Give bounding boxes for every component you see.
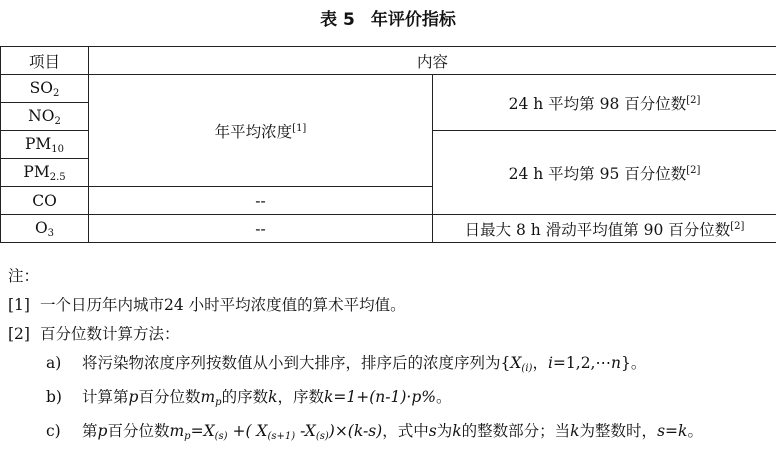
p98-cell: 24 h 平均第 98 百分位数[2] <box>433 75 776 131</box>
item-so2: $SO_2$ <box>1 75 89 103</box>
note-1: [1] 一个日历年内城市24 小时平均浓度值的算术平均值。 <box>8 291 774 320</box>
item-no2: $NO_2$ <box>1 103 89 131</box>
table-title <box>0 5 776 30</box>
o3-p90-cell: 日最大 8 h 滑动平均值第 90 百分位数[2] <box>433 215 776 243</box>
header-item: 项目 <box>1 47 89 75</box>
notes <box>8 262 774 451</box>
item-co: CO <box>1 187 89 215</box>
header-row <box>1 47 776 75</box>
note-2-b: b) 计算第p百分位数mp的序数k，序数k=1+(n-1)·p%。 <box>8 383 774 417</box>
item-pm10: $PM_{10}$ <box>1 131 89 159</box>
header-content: 内容 <box>89 47 776 75</box>
row-so2 <box>1 75 776 103</box>
p95-cell: 24 h 平均第 95 百分位数[2] <box>433 131 776 215</box>
item-pm25: $PM_{2.5}$ <box>1 159 89 187</box>
row-o3 <box>1 215 776 243</box>
item-o3: $O_3$ <box>1 215 89 243</box>
note-2-a: a) 将污染物浓度序列按数值从小到大排序，排序后的浓度序列为{X(i)，i=1,2,⋯n}。 <box>8 349 774 383</box>
table-number: 表 5 <box>320 10 355 30</box>
evaluation-table <box>0 46 776 243</box>
notes-heading: 注： <box>8 262 774 291</box>
co-annual-cell: -- <box>89 187 433 215</box>
table-title-text: 年评价指标 <box>371 10 456 30</box>
note-2-c: c) 第p百分位数mp=X(s) +( X(s+1) -X(s))×(k-s)，式中s为k的整数部分；当k为整数时，s=k。 <box>8 417 774 451</box>
annual-average-cell: 年平均浓度[1] <box>89 75 433 187</box>
note-2: [2] 百分位数计算方法： <box>8 320 774 349</box>
o3-annual-cell: -- <box>89 215 433 243</box>
